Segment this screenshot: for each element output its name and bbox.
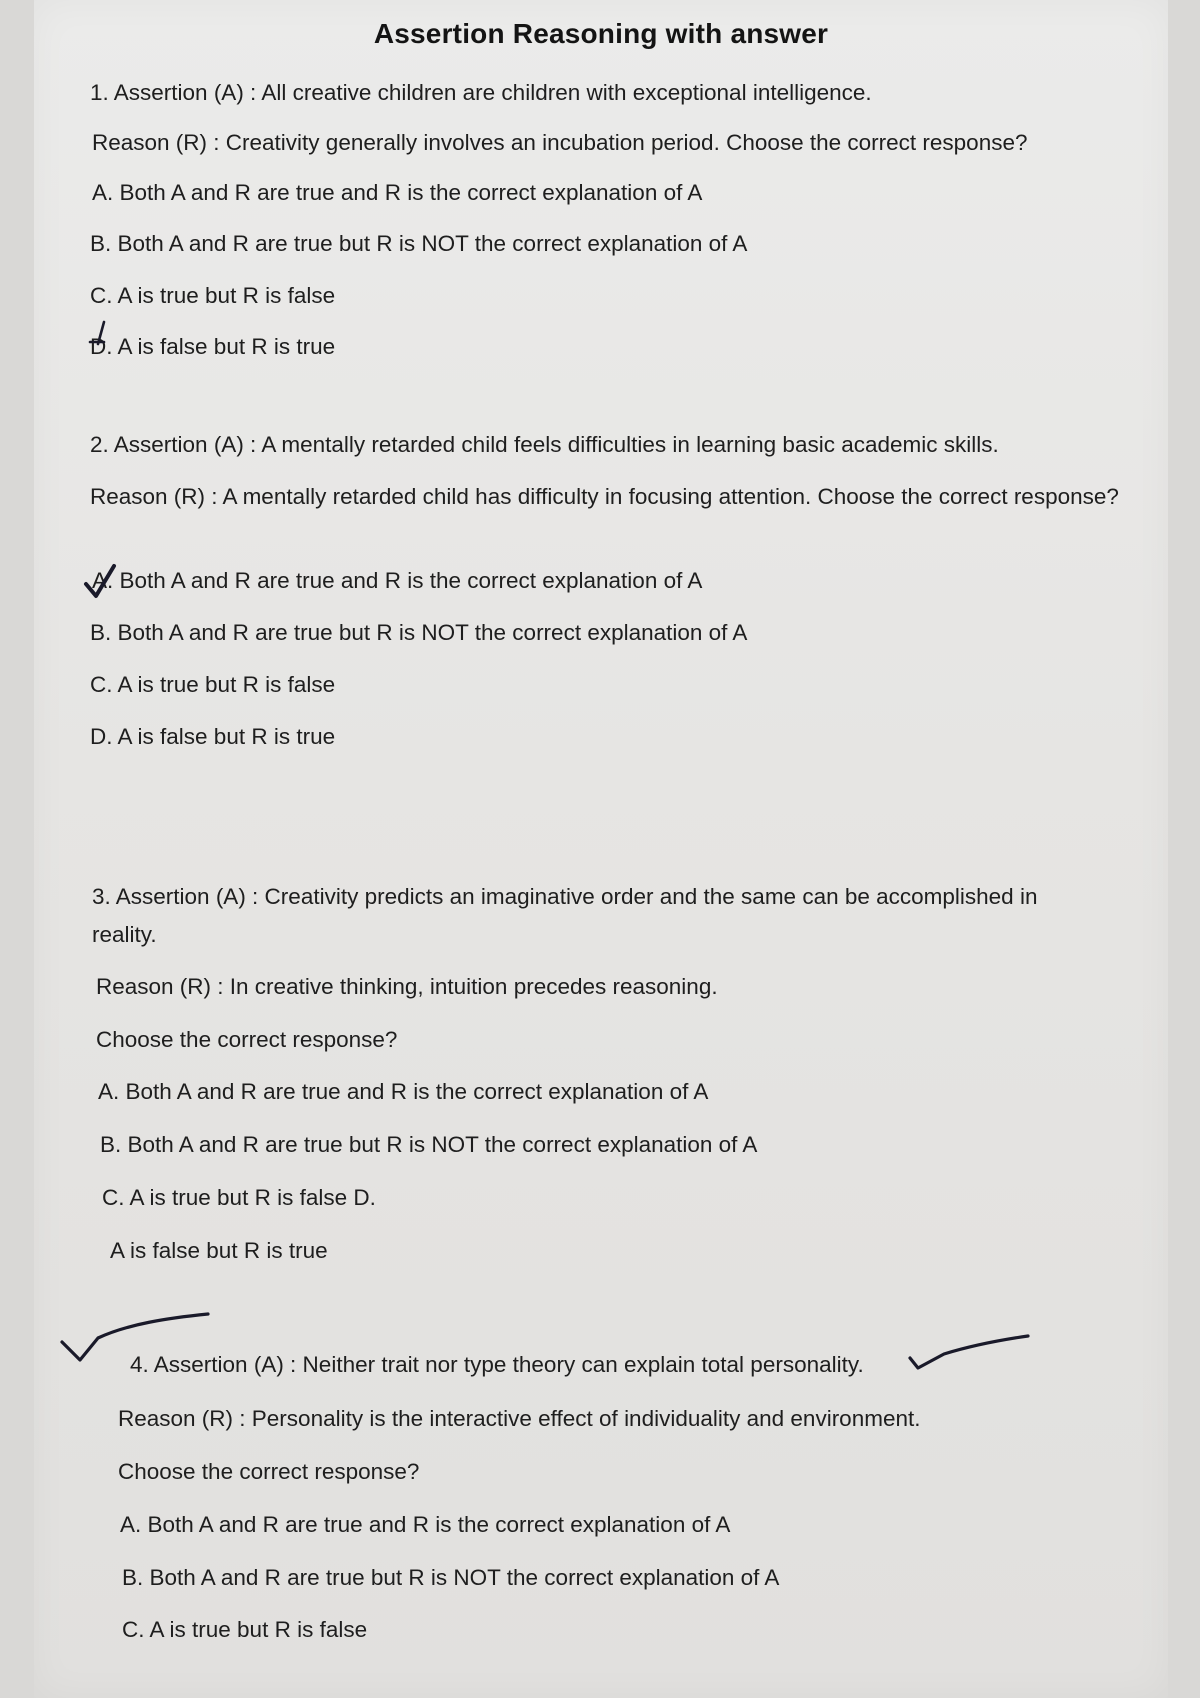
q2-assertion: 2. Assertion (A) : A mentally retarded child feels difficulties in learning basic academic skills.	[90, 432, 999, 457]
q1-option-b: B. Both A and R are true but R is NOT the correct explanation of A	[90, 231, 748, 256]
q1-option-d: D. A is false but R is true	[90, 334, 336, 359]
q2-option-a: A. Both A and R are true and R is the correct explanation of A	[92, 568, 703, 593]
q4-option-c: C. A is true but R is false	[122, 1617, 368, 1642]
q2-option-d: D. A is false but R is true	[90, 724, 336, 749]
q2-option-b: B. Both A and R are true but R is NOT the correct explanation of A	[90, 620, 748, 645]
q4-prompt: Choose the correct response?	[118, 1459, 420, 1484]
q1-option-c: C. A is true but R is false	[90, 283, 336, 308]
q4-pen-stroke-icon	[904, 1330, 1034, 1374]
document-page	[34, 0, 1168, 1698]
q2-option-c: C. A is true but R is false	[90, 672, 336, 697]
q4-reason: Reason (R) : Personality is the interactive effect of individuality and environment.	[118, 1406, 921, 1431]
q2-reason: Reason (R) : A mentally retarded child has difficulty in focusing attention. Choose the correct response?	[90, 484, 1119, 509]
q4-option-b: B. Both A and R are true but R is NOT the correct explanation of A	[122, 1565, 780, 1590]
q2-answer-check-icon	[80, 558, 124, 602]
q3-prompt: Choose the correct response?	[96, 1027, 398, 1052]
page-title: Assertion Reasoning with answer	[373, 18, 829, 49]
q3-option-a: A. Both A and R are true and R is the correct explanation of A	[98, 1079, 709, 1104]
q1-reason: Reason (R) : Creativity generally involves an incubation period. Choose the correct response?	[92, 130, 1028, 155]
q1-pen-mark-icon	[82, 318, 122, 358]
q3-option-b: B. Both A and R are true but R is NOT the correct explanation of A	[100, 1132, 758, 1157]
q4-option-a: A. Both A and R are true and R is the correct explanation of A	[120, 1512, 731, 1537]
q3-option-d: A is false but R is true	[110, 1238, 328, 1263]
q3-option-c: C. A is true but R is false D.	[102, 1185, 376, 1210]
q1-assertion: 1. Assertion (A) : All creative children are children with exceptional intelligence.	[90, 80, 872, 105]
q4-assertion: 4. Assertion (A) : Neither trait nor type theory can explain total personality.	[130, 1352, 864, 1377]
q1-option-a: A. Both A and R are true and R is the correct explanation of A	[92, 180, 703, 205]
q3-assertion: 3. Assertion (A) : Creativity predicts an imaginative order and the same can be accomplished in reality.	[92, 884, 1038, 947]
q3-reason: Reason (R) : In creative thinking, intuition precedes reasoning.	[96, 974, 718, 999]
